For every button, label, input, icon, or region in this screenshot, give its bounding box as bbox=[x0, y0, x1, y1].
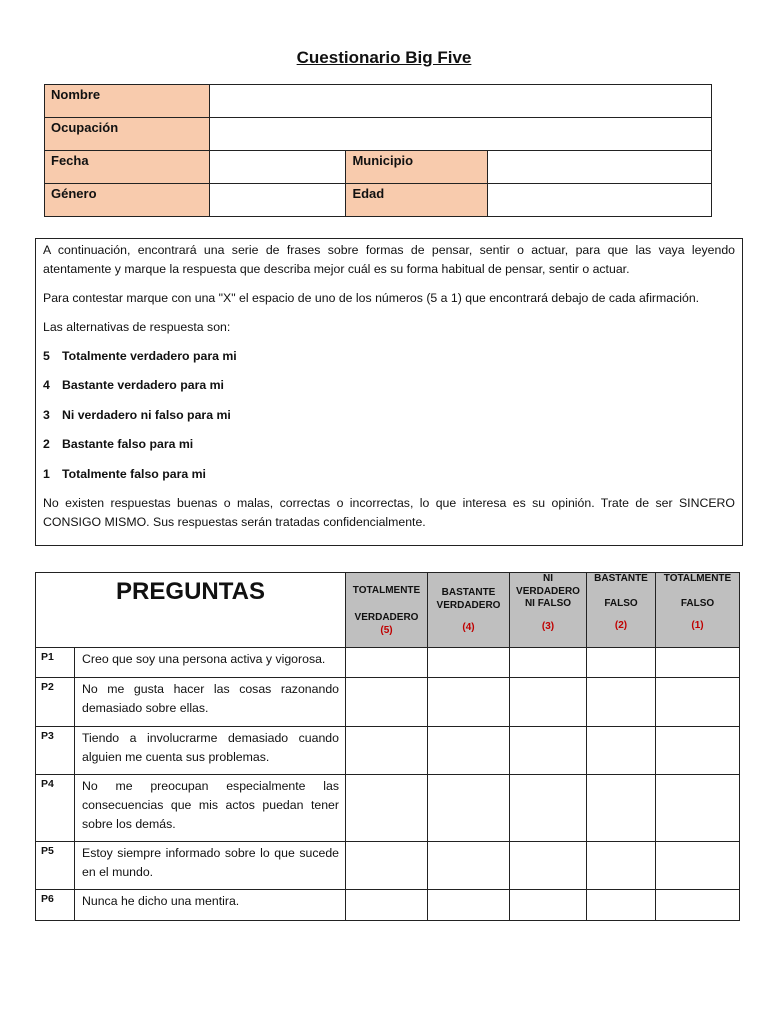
question-row-p4 bbox=[36, 775, 740, 842]
option-3 bbox=[43, 406, 735, 425]
answer-cell-2[interactable] bbox=[587, 775, 656, 842]
question-id: P4 bbox=[36, 775, 75, 842]
nombre-field[interactable] bbox=[216, 85, 705, 111]
edad-label: Edad bbox=[346, 184, 487, 217]
genero-field[interactable] bbox=[216, 184, 339, 210]
answer-cell-4[interactable] bbox=[428, 727, 510, 775]
answer-cell-1[interactable] bbox=[656, 727, 740, 775]
question-row-p5 bbox=[36, 842, 740, 890]
answer-cell-1[interactable] bbox=[656, 648, 740, 678]
question-text: No me gusta hacer las cosas razonando demasiado sobre ellas. bbox=[75, 678, 346, 727]
answer-cell-1[interactable] bbox=[656, 842, 740, 890]
instructions-options-intro: Las alternativas de respuesta son: bbox=[43, 320, 231, 334]
answer-cell-5[interactable] bbox=[346, 842, 428, 890]
option-label: Totalmente falso para mi bbox=[62, 466, 206, 481]
fecha-label: Fecha bbox=[45, 151, 210, 184]
option-number: 5 bbox=[43, 349, 50, 363]
column-line: BASTANTE bbox=[594, 573, 648, 584]
answer-cell-5[interactable] bbox=[346, 775, 428, 842]
column-line: VERDADERO bbox=[436, 599, 501, 611]
fecha-cell[interactable] bbox=[210, 151, 346, 184]
column-code: (1) bbox=[691, 620, 704, 631]
answer-cell-3[interactable] bbox=[510, 727, 587, 775]
option-number: 3 bbox=[43, 407, 50, 422]
question-id: P3 bbox=[36, 727, 75, 775]
answer-cell-2[interactable] bbox=[587, 648, 656, 678]
questions-table bbox=[35, 572, 740, 921]
option-label: Bastante verdadero para mi bbox=[62, 378, 224, 393]
column-header-3 bbox=[510, 573, 587, 648]
answer-cell-5[interactable] bbox=[346, 890, 428, 921]
instructions-how-to: Para contestar marque con una "X" el espacio de uno de los números (5 a 1) que encontrará debajo de cada afirmación. bbox=[43, 291, 700, 305]
column-line: VERDADERO bbox=[516, 585, 580, 597]
answer-cell-3[interactable] bbox=[510, 678, 587, 727]
answer-cell-4[interactable] bbox=[428, 648, 510, 678]
option-label: Totalmente verdadero para mi bbox=[62, 349, 237, 363]
option-5 bbox=[43, 347, 735, 366]
column-code: (3) bbox=[541, 620, 555, 632]
answer-cell-1[interactable] bbox=[656, 678, 740, 727]
question-id: P1 bbox=[36, 648, 75, 678]
column-code: (2) bbox=[614, 620, 628, 631]
question-text: Creo que soy una persona activa y vigorosa. bbox=[75, 648, 346, 678]
column-line: TOTALMENTE bbox=[663, 573, 732, 584]
column-header-2 bbox=[587, 573, 656, 648]
question-text: Nunca he dicho una mentira. bbox=[75, 890, 346, 921]
answer-cell-1[interactable] bbox=[656, 775, 740, 842]
answer-cell-4[interactable] bbox=[428, 678, 510, 727]
form-title: Cuestionario Big Five bbox=[296, 48, 472, 67]
answer-cell-5[interactable] bbox=[346, 727, 428, 775]
personal-data-table bbox=[44, 84, 712, 217]
answer-cell-2[interactable] bbox=[587, 842, 656, 890]
fecha-field[interactable] bbox=[216, 151, 339, 177]
preguntas-header: PREGUNTAS bbox=[36, 573, 346, 648]
column-line: NI FALSO bbox=[524, 598, 572, 609]
answer-cell-2[interactable] bbox=[587, 890, 656, 921]
question-id: P6 bbox=[36, 890, 75, 921]
answer-cell-1[interactable] bbox=[656, 890, 740, 921]
answer-cell-3[interactable] bbox=[510, 842, 587, 890]
column-header-5 bbox=[346, 573, 428, 648]
edad-field[interactable] bbox=[494, 184, 705, 210]
question-id: P5 bbox=[36, 842, 75, 890]
option-4 bbox=[43, 376, 735, 395]
column-code: (4) bbox=[462, 622, 475, 633]
column-line: VERDADERO bbox=[354, 611, 419, 623]
column-line: NI bbox=[543, 573, 553, 584]
column-line: FALSO bbox=[680, 597, 715, 609]
answer-cell-3[interactable] bbox=[510, 890, 587, 921]
column-line: FALSO bbox=[604, 597, 638, 609]
ocupacion-field[interactable] bbox=[216, 118, 705, 144]
column-header-1 bbox=[656, 573, 740, 648]
municipio-label: Municipio bbox=[346, 151, 487, 184]
question-text: Estoy siempre informado sobre lo que sucede en el mundo. bbox=[75, 842, 346, 890]
answer-cell-3[interactable] bbox=[510, 775, 587, 842]
option-2 bbox=[43, 435, 735, 454]
option-1 bbox=[43, 465, 735, 484]
genero-cell[interactable] bbox=[210, 184, 346, 217]
answer-cell-4[interactable] bbox=[428, 775, 510, 842]
nombre-label: Nombre bbox=[45, 85, 210, 118]
municipio-cell[interactable] bbox=[487, 151, 711, 184]
column-header-4 bbox=[428, 573, 510, 648]
answer-cell-5[interactable] bbox=[346, 648, 428, 678]
question-row-p6 bbox=[36, 890, 740, 921]
question-row-p1 bbox=[36, 648, 740, 678]
option-number: 2 bbox=[43, 437, 50, 452]
instructions-box bbox=[35, 238, 743, 546]
ocupacion-label: Ocupación bbox=[45, 118, 210, 151]
instructions-closing: No existen respuestas buenas o malas, correctas o incorrectas, lo que interesa es su opinión. Trate de ser SINCERO CONSIGO MISMO. Sus respuestas serán tratadas confidencialmente. bbox=[43, 495, 735, 529]
option-label: Bastante falso para mi bbox=[62, 437, 194, 452]
question-row-p3 bbox=[36, 727, 740, 775]
column-line: BASTANTE bbox=[441, 587, 496, 598]
nombre-cell[interactable] bbox=[210, 85, 712, 118]
column-line: TOTALMENTE bbox=[352, 585, 421, 596]
answer-cell-2[interactable] bbox=[587, 727, 656, 775]
column-code: (5) bbox=[380, 625, 393, 636]
option-label: Ni verdadero ni falso para mi bbox=[62, 407, 231, 422]
answer-cell-5[interactable] bbox=[346, 678, 428, 727]
answer-cell-2[interactable] bbox=[587, 678, 656, 727]
answer-cell-3[interactable] bbox=[510, 648, 587, 678]
genero-label: Género bbox=[45, 184, 210, 217]
question-text: No me preocupan especialmente las consecuencias que mis actos puedan tener sobre los demás. bbox=[75, 775, 346, 842]
municipio-field[interactable] bbox=[494, 151, 705, 177]
answer-cell-4[interactable] bbox=[428, 890, 510, 921]
edad-cell[interactable] bbox=[487, 184, 711, 217]
question-row-p2 bbox=[36, 678, 740, 727]
question-id: P2 bbox=[36, 678, 75, 727]
option-number: 1 bbox=[43, 466, 50, 481]
question-text: Tiendo a involucrarme demasiado cuando alguien me cuenta sus problemas. bbox=[75, 727, 346, 775]
answer-cell-4[interactable] bbox=[428, 842, 510, 890]
option-number: 4 bbox=[43, 378, 50, 393]
ocupacion-cell[interactable] bbox=[210, 118, 712, 151]
instructions-intro: A continuación, encontrará una serie de frases sobre formas de pensar, sentir o actuar, para que las vaya leyendo atentamente y marque la respuesta que describa mejor cuál es su forma habitual de pensar, sentir o actuar. bbox=[43, 243, 735, 276]
